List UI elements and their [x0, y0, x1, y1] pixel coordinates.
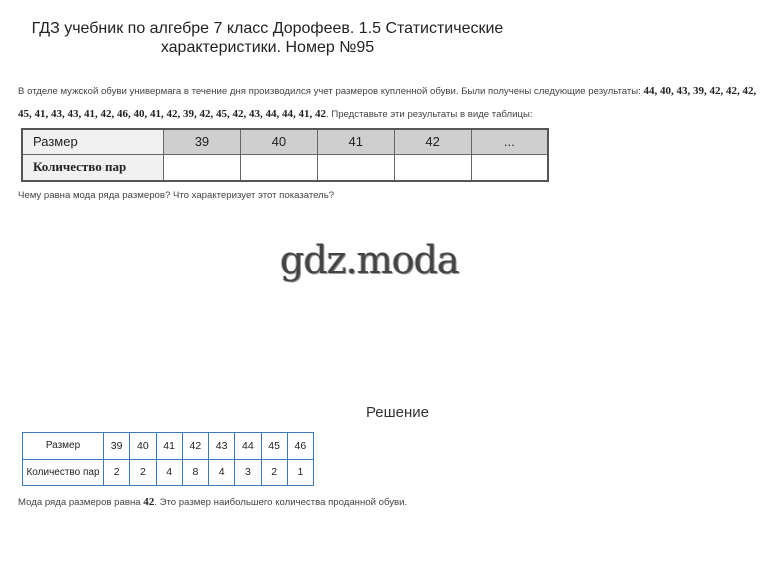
watermark-logo: gdz.moda [280, 238, 459, 282]
task-table-empty-cell [471, 154, 548, 181]
task-table-cell: 42 [394, 129, 471, 154]
answer-value: 42 [143, 496, 155, 508]
solution-table-cell: 41 [156, 433, 182, 460]
solution-table-cell: 1 [287, 459, 313, 486]
solution-table-row-label: Размер [23, 433, 104, 460]
solution-table-cell: 45 [261, 433, 287, 460]
solution-table-cell: 4 [209, 459, 235, 486]
solution-table-cell: 46 [287, 433, 313, 460]
task-table-empty-cell [240, 154, 317, 181]
task-table-row-count [22, 154, 548, 181]
task-table [21, 128, 549, 182]
task-table-empty-cell [317, 154, 394, 181]
solution-table-cell: 2 [104, 459, 130, 486]
solution-table-row-count [23, 459, 314, 486]
task-table-row-label: Количество пар [22, 154, 164, 181]
solution-table-cell: 40 [130, 433, 156, 460]
solution-table-cell: 8 [182, 459, 208, 486]
solution-table-row-size [23, 433, 314, 460]
task-table-cell: 41 [317, 129, 394, 154]
solution-table-cell: 43 [209, 433, 235, 460]
solution-table-cell: 44 [235, 433, 261, 460]
task-table-empty-cell [164, 154, 241, 181]
page-title: ГДЗ учебник по алгебре 7 класс Дорофеев. 1.5 Статистические характеристики. Номер №95 [31, 20, 504, 56]
solution-table-cell: 2 [261, 459, 287, 486]
task-table-cell: 40 [240, 129, 317, 154]
problem-text-after: . Представьте эти результаты в виде таблицы: [326, 109, 533, 120]
question-text: Чему равна мода ряда размеров? Что характеризует этот показатель? [18, 190, 335, 201]
task-table-empty-cell [394, 154, 471, 181]
answer-text-before: Мода ряда размеров равна [18, 497, 144, 508]
solution-table-cell: 39 [104, 433, 130, 460]
solution-table [22, 432, 314, 486]
solution-heading: Решение [365, 404, 430, 421]
problem-text [18, 80, 770, 126]
task-table-cell: 39 [164, 129, 241, 154]
solution-table-cell: 2 [130, 459, 156, 486]
solution-table-cell: 3 [235, 459, 261, 486]
task-table-row-size [22, 129, 548, 154]
problem-text-before: В отделе мужской обуви универмага в течение дня производился учет размеров купленной обуви. Были получены следующие результаты: [18, 86, 644, 97]
task-table-cell: ... [471, 129, 548, 154]
problem-values: 44, 40, 43, 39, 42, 42, 42, 45, 41, 43, 43, 41, 42, 46, 40, 41, 42, 39, 42, 45, 42, 43, 44, 44, 41, 42 [18, 85, 757, 120]
solution-table-cell: 42 [182, 433, 208, 460]
solution-table-cell: 4 [156, 459, 182, 486]
solution-table-row-label: Количество пар [23, 459, 104, 486]
answer-text-after: . Это размер наибольшего количества проданной обуви. [154, 497, 408, 508]
task-table-row-label: Размер [22, 129, 164, 154]
answer-text [18, 496, 407, 508]
